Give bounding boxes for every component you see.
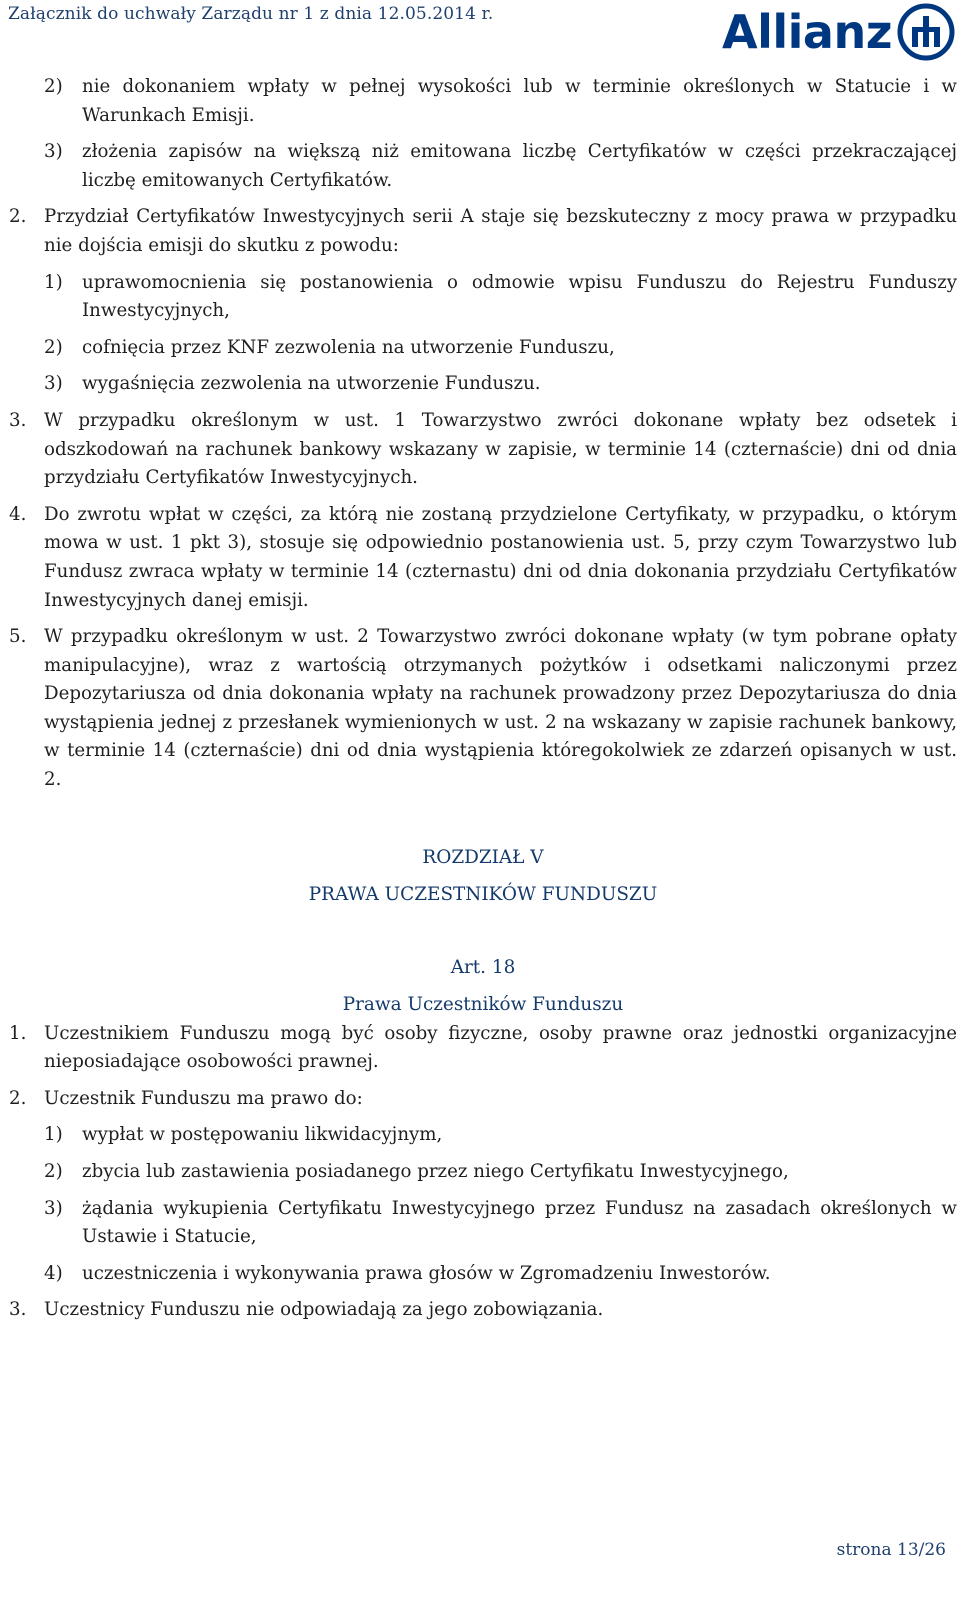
list-item: 4) uczestniczenia i wykonywania prawa głosów w Zgromadzeniu Inwestorów. — [44, 1262, 771, 1284]
allianz-logo — [722, 2, 956, 62]
list-item: 2) nie dokonaniem wpłaty w pełnej wysokości lub w terminie określonych w Statucie i w Warunkach Emisji. — [44, 76, 957, 126]
chapter-heading: ROZDZIAŁ V — [422, 846, 544, 868]
article-title: Prawa Uczestników Funduszu — [342, 993, 624, 1015]
list-item: 3) wygaśnięcia zezwolenia na utworzenie Funduszu. — [44, 373, 541, 395]
paragraph: 5. W przypadku określonym w ust. 2 Towarzystwo zwróci dokonane wpłaty (w tym pobrane opłaty manipulacyjne), wraz z wartością otrzymanych pożytków i odsetkami naliczonymi przez Depozytariusza od dnia dokonania wpłaty na rachunek prowadzony przez Depozytariusza do dnia wystąpienia jednej z przesłanek wymienionych w ust. 2 na wskazany w zapisie rachunek bankowy, w terminie 14 (czternaście) dni od dnia wystąpienia któregokolwiek ze zdarzeń opisanych w ust. 2. — [9, 626, 957, 791]
list-item: 3) złożenia zapisów na większą niż emitowana liczbę Certyfikatów w części przekraczającej liczbę emitowanych Certyfikatów. — [44, 141, 957, 191]
paragraph: 3. W przypadku określonym w ust. 1 Towarzystwo zwróci dokonane wpłaty bez odsetek i odszkodowań na rachunek bankowy wskazany w zapisie, w terminie 14 (czternaście) dni od dnia przydziału Certyfikatów Inwestycyjnych. — [9, 409, 957, 489]
document-header-note: Załącznik do uchwały Zarządu nr 1 z dnia 12.05.2014 r. — [8, 4, 494, 24]
paragraph: 1. Uczestnikiem Funduszu mogą być osoby fizyczne, osoby prawne oraz jednostki organizacyjne nieposiadające osobowości prawnej. — [9, 1022, 957, 1073]
list-item: 2) cofnięcia przez KNF zezwolenia na utworzenie Funduszu, — [44, 336, 615, 358]
paragraph: 2. Uczestnik Funduszu ma prawo do: — [9, 1087, 363, 1109]
article-heading: Art. 18 — [450, 956, 516, 978]
page-number: strona 13/26 — [836, 1540, 946, 1560]
list-item: 3) żądania wykupienia Certyfikatu Inwestycyjnego przez Fundusz na zasadach określonych w Ustawie i Statucie, — [44, 1197, 957, 1248]
chapter-title: PRAWA UCZESTNIKÓW FUNDUSZU — [308, 883, 658, 905]
list-item: 1) wypłat w postępowaniu likwidacyjnym, — [44, 1124, 443, 1146]
allianz-eagle-icon — [896, 2, 956, 62]
list-item: 1) uprawomocnienia się postanowienia o odmowie wpisu Funduszu do Rejestru Funduszy Inwestycyjnych, — [44, 271, 957, 322]
document-body — [9, 73, 957, 1325]
list-item: 2) zbycia lub zastawienia posiadanego przez niego Certyfikatu Inwestycyjnego, — [44, 1161, 789, 1183]
logo-wordmark: Allianz — [722, 5, 892, 59]
paragraph: 2. Przydział Certyfikatów Inwestycyjnych serii A staje się bezskuteczny z mocy prawa w przypadku nie dojścia emisji do skutku z powodu: — [9, 206, 957, 256]
paragraph: 4. Do zwrotu wpłat w części, za którą nie zostaną przydzielone Certyfikaty, w przypadku, o którym mowa w ust. 1 pkt 3), stosuje się odpowiednio postanowienia ust. 5, przy czym Towarzystwo lub Fundusz zwraca wpłaty w terminie 14 (czternastu) dni od dnia dokonania przydziału Certyfikatów Inwestycyjnych danej emisji. — [9, 503, 957, 611]
paragraph: 3. Uczestnicy Funduszu nie odpowiadają za jego zobowiązania. — [9, 1299, 604, 1321]
